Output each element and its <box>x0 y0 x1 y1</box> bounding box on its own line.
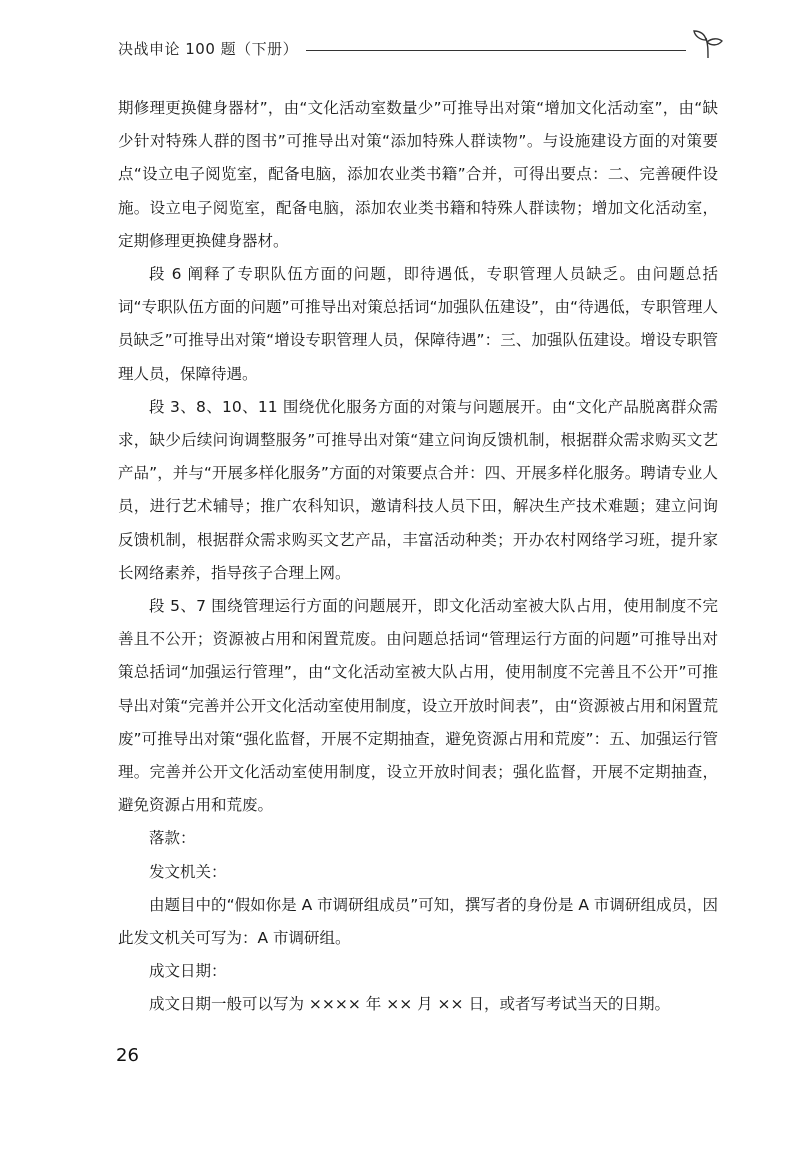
paragraph-date: 成文日期一般可以写为 ×××× 年 ×× 月 ×× 日，或者写考试当天的日期。 <box>149 995 670 1014</box>
paragraph-team-building: 段 6 阐释了专职队伍方面的问题，即待遇低，专职管理人员缺乏。由问题总括词“专职队伍方面的问题”可推导出对策总括词“加强队伍建设”，由“待遇低，专职管理人员缺乏”可推导出对策“增设专职管理人员，保障待遇”：三、加强队伍建设。增设专职管理人员，保障待遇。 <box>118 265 718 383</box>
body-text <box>118 92 718 1022</box>
date-heading: 成文日期： <box>149 962 227 981</box>
paragraph-operation-management: 段 5、7 围绕管理运行方面的问题展开，即文化活动室被大队占用，使用制度不完善且不公开；资源被占用和闲置荒废。由问题总括词“管理运行方面的问题”可推导出对策总括词“加强运行管理”，由“文化活动室被大队占用，使用制度不完善且不公开”可推导出对策“完善并公开文化活动室使用制度，设立开放时间表”，由“资源被占用和闲置荒废”可推导出对策“强化监督，开展不定期抽查，避免资源占用和荒废”：五、加强运行管理。完善并公开文化活动室使用制度，设立开放时间表；强化监督，开展不定期抽查，避免资源占用和荒废。 <box>118 597 718 815</box>
paragraph-hardware-continued: 期修理更换健身器材”，由“文化活动室数量少”可推导出对策“增加文化活动室”，由“缺少针对特殊人群的图书”可推导出对策“添加特殊人群读物”。与设施建设方面的对策要点“设立电子阅览室，配备电脑，添加农业类书籍”合并，可得出要点：二、完善硬件设施。设立电子阅览室，配备电脑，添加农业类书籍和特殊人群读物；增加文化活动室，定期修理更换健身器材。 <box>118 99 718 250</box>
header-rule <box>306 50 686 51</box>
paragraph-issuing-authority: 由题目中的“假如你是 A 市调研组成员”可知，撰写者的身份是 A 市调研组成员，因此发文机关可写为：A 市调研组。 <box>118 895 718 948</box>
signature-heading: 落款： <box>149 829 196 848</box>
issuing-authority-heading: 发文机关： <box>149 862 227 881</box>
book-title: 决战申论 100 题（下册） <box>118 40 299 58</box>
paragraph-service-diversification: 段 3、8、10、11 围绕优化服务方面的对策与问题展开。由“文化产品脱离群众需求，缺少后续问询调整服务”可推导出对策“建立问询反馈机制，根据群众需求购买文艺产品”，并与“开展多样化服务”方面的对策要点合并：四、开展多样化服务。聘请专业人员，进行艺术辅导；推广农科知识，邀请科技人员下田，解决生产技术难题；建立问询反馈机制，根据群众需求购买文艺产品，丰富活动种类；开办农村网络学习班，提升家长网络素养，指导孩子合理上网。 <box>118 397 718 582</box>
sprout-icon <box>690 30 726 60</box>
page-number: 26 <box>116 1045 139 1066</box>
running-header <box>118 36 728 64</box>
